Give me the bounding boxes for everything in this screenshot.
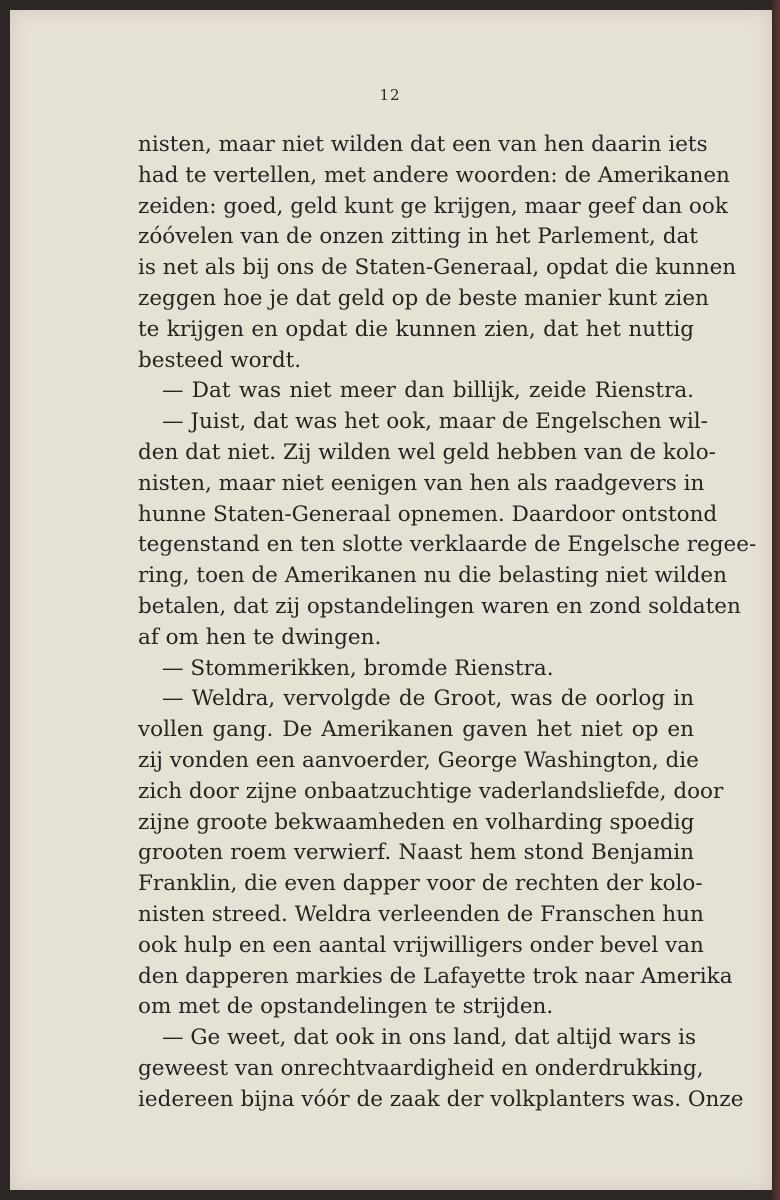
text-line: zich door zijne onbaatzuchtige vaderlandsliefde, door — [138, 778, 724, 804]
text-line: zijne groote bekwaamheden en volharding spoedig — [138, 809, 695, 835]
text-line: hunne Staten-Generaal opnemen. Daardoor ontstond — [138, 501, 718, 527]
text-line: — Juist, dat was het ook, maar de Engelschen wil- — [162, 409, 708, 435]
text-line: — Weldra, vervolgde de Groot, was de oorlog in — [162, 686, 694, 712]
text-line: zij vonden een aanvoerder, George Washington, die — [138, 747, 699, 773]
text-line: zóóvelen van de onzen zitting in het Parlement, dat — [138, 224, 698, 250]
text-line: had te vertellen, met andere woorden: de Amerikanen — [138, 162, 730, 188]
text-line: — Stommerikken, bromde Rienstra. — [162, 655, 554, 681]
text-line: betalen, dat zij opstandelingen waren en zond soldaten — [138, 593, 741, 619]
text-line: om met de opstandelingen te strijden. — [138, 994, 554, 1020]
text-line: geweest van onrechtvaardigheid en onderdrukking, — [138, 1055, 704, 1081]
text-line: — Ge weet, dat ook in ons land, dat altijd wars is — [162, 1025, 697, 1051]
text-line: besteed wordt. — [138, 347, 302, 373]
text-line: den dat niet. Zij wilden wel geld hebben van de kolo- — [138, 439, 716, 465]
text-line: — Dat was niet meer dan billijk, zeide Rienstra. — [162, 378, 694, 404]
text-line: nisten streed. Weldra verleenden de Franschen hun — [138, 901, 704, 927]
text-line: den dapperen markies de Lafayette trok naar Amerika — [138, 963, 733, 989]
text-line: nisten, maar niet eenigen van hen als raadgevers in — [138, 470, 705, 496]
page-number: 12 — [379, 86, 401, 104]
text-line: vollen gang. De Amerikanen gaven het niet op en — [138, 717, 694, 743]
text-line: Franklin, die even dapper voor de rechten der kolo- — [138, 871, 703, 897]
text-line: ook hulp en een aantal vrijwilligers onder bevel van — [138, 932, 704, 958]
text-line: grooten roem verwierf. Naast hem stond Benjamin — [138, 840, 694, 866]
text-line: tegenstand en ten slotte verklaarde de Engelsche regee- — [138, 532, 757, 558]
text-line: nisten, maar niet wilden dat een van hen daarin iets — [138, 132, 708, 157]
text-line: zeiden: goed, geld kunt ge krijgen, maar geef dan ook — [138, 193, 728, 219]
text-line: iedereen bijna vóór de zaak der volkplanters was. Onze — [138, 1086, 744, 1112]
text-line: zeggen hoe je dat geld op de beste manier kunt zien — [138, 285, 709, 311]
book-cover-edge — [772, 0, 780, 1200]
text-line: is net als bij ons de Staten-Generaal, opdat die kunnen — [138, 255, 737, 281]
text-line: ring, toen de Amerikanen nu die belasting niet wilden — [138, 563, 727, 589]
text-line: te krijgen en opdat die kunnen zien, dat het nuttig — [138, 316, 694, 342]
body-text — [138, 130, 757, 1116]
text-line: af om hen te dwingen. — [138, 624, 382, 650]
